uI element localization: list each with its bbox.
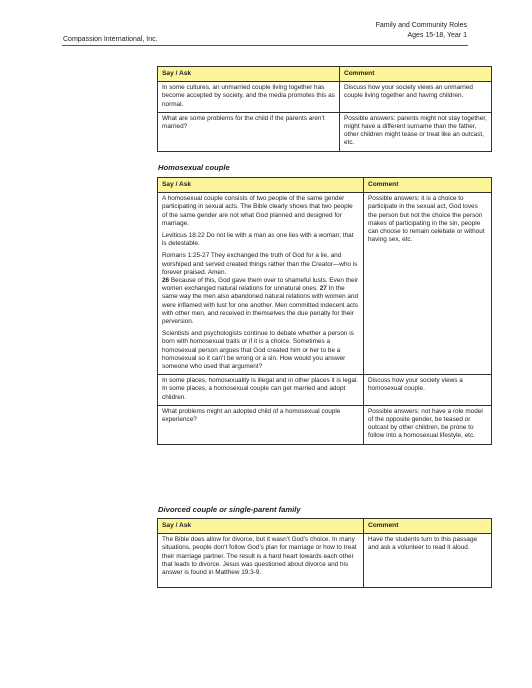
romans-verse-26: Because of this, God gave them over to shameful lusts. Even their women exchanged natural relations for unnatural ones. (162, 277, 359, 293)
leviticus-verse: Leviticus 18:22 Do not lie with a man as one lies with a woman; that is detestable. (162, 232, 354, 248)
say-ask-cell: In some cultures, an unmarried couple living together has become accepted by society, and the media promotes this as normal. (158, 82, 340, 113)
unmarried-couple-table (157, 66, 492, 152)
comment-header: Comment (364, 178, 492, 193)
definition-paragraph: A homosexual couple consists of two people of the same gender participating in sexual acts. The Bible clearly shows that two people of the same gender are not what God planned and designed for marriage. (162, 195, 353, 227)
organization-name: Compassion International, Inc. (63, 36, 158, 43)
homosexual-couple-table (157, 177, 492, 445)
table-row (158, 405, 492, 444)
romans-verse-25: Romans 1:25-27 They exchanged the truth of God for a lie, and worshiped and served created things rather than the Creator—who is forever praised. Amen. (162, 252, 358, 276)
comment-header: Comment (364, 519, 492, 534)
say-ask-cell: What are some problems for the child if the parents aren’t married? (158, 112, 340, 151)
say-ask-cell: What problems might an adopted child of a homosexual couple experience? (158, 405, 364, 444)
table-header-row (158, 67, 492, 82)
comment-header: Comment (340, 67, 492, 82)
comment-cell: Discuss how your society views a homosexual couple. (364, 375, 492, 406)
table-row (158, 375, 492, 406)
comment-cell: Have the students turn to this passage and ask a volunteer to read it aloud. (364, 534, 492, 588)
comment-cell: Discuss how your society views an unmarried couple living together and having children. (340, 82, 492, 113)
document-title: Family and Community Roles (375, 22, 467, 29)
say-ask-header: Say / Ask (158, 519, 364, 534)
say-ask-header: Say / Ask (158, 67, 340, 82)
say-ask-header: Say / Ask (158, 178, 364, 193)
document-subtitle: Ages 15-18, Year 1 (407, 32, 467, 39)
verse-number-27: 27 (319, 285, 327, 293)
say-ask-cell: The Bible does allow for divorce, but it wasn’t God’s choice. In many situations, people don’t follow God’s plan for marriage or how to treat their marriage partner. The result is a hard heart towards each other that leads to divorce. Jesus was questioned about divorce and his answer is found in Matthew 19:3-9. (158, 534, 364, 588)
section-title-homosexual-couple: Homosexual couple (158, 163, 230, 172)
divorced-couple-table (157, 518, 492, 588)
table-header-row (158, 519, 492, 534)
debate-paragraph: Scientists and psychologists continue to debate whether a person is born with homosexual traits or if it is a choice. Sometimes a homosexual person argues that God created him or her to be a homosexual so it can’t be wrong or a sin. How would you answer someone who used that argument? (162, 330, 354, 371)
say-ask-cell: In some places, homosexuality is illegal and in other places it is legal. In some places, a homosexual couple can get married and adopt children. (158, 375, 364, 406)
table-row (158, 193, 492, 375)
comment-cell: Possible answers: parents might not stay together, might have a different surname than the father, other children might tease or treat like an outcast, etc. (340, 112, 492, 151)
romans-verse-27: In the same way the men also abandoned natural relations with women and were inflamed with lust for one another. Men committed indecent acts with other men, and received in themselves the due penalty for their perversion. (162, 285, 359, 326)
verse-number-26: 26 (162, 277, 170, 285)
comment-cell: Possible answers: not have a role model of the opposite gender, be teased or outcast by other children, be prone to follow into a homosexual lifestyle, etc. (364, 405, 492, 444)
table-header-row (158, 178, 492, 193)
table-row (158, 112, 492, 151)
say-ask-cell (158, 193, 364, 375)
table-row (158, 82, 492, 113)
comment-cell: Possible answers: it is a choice to participate in the sexual act, God loves the person but not the choice the person makes of participating in the sin, people can choose to remain celebate or without having sex, etc. (364, 193, 492, 375)
document-header (376, 21, 467, 41)
romans-verse (162, 252, 359, 326)
table-row (158, 534, 492, 588)
header-divider (62, 45, 468, 46)
section-title-divorced-couple: Divorced couple or single-parent family (158, 505, 301, 514)
